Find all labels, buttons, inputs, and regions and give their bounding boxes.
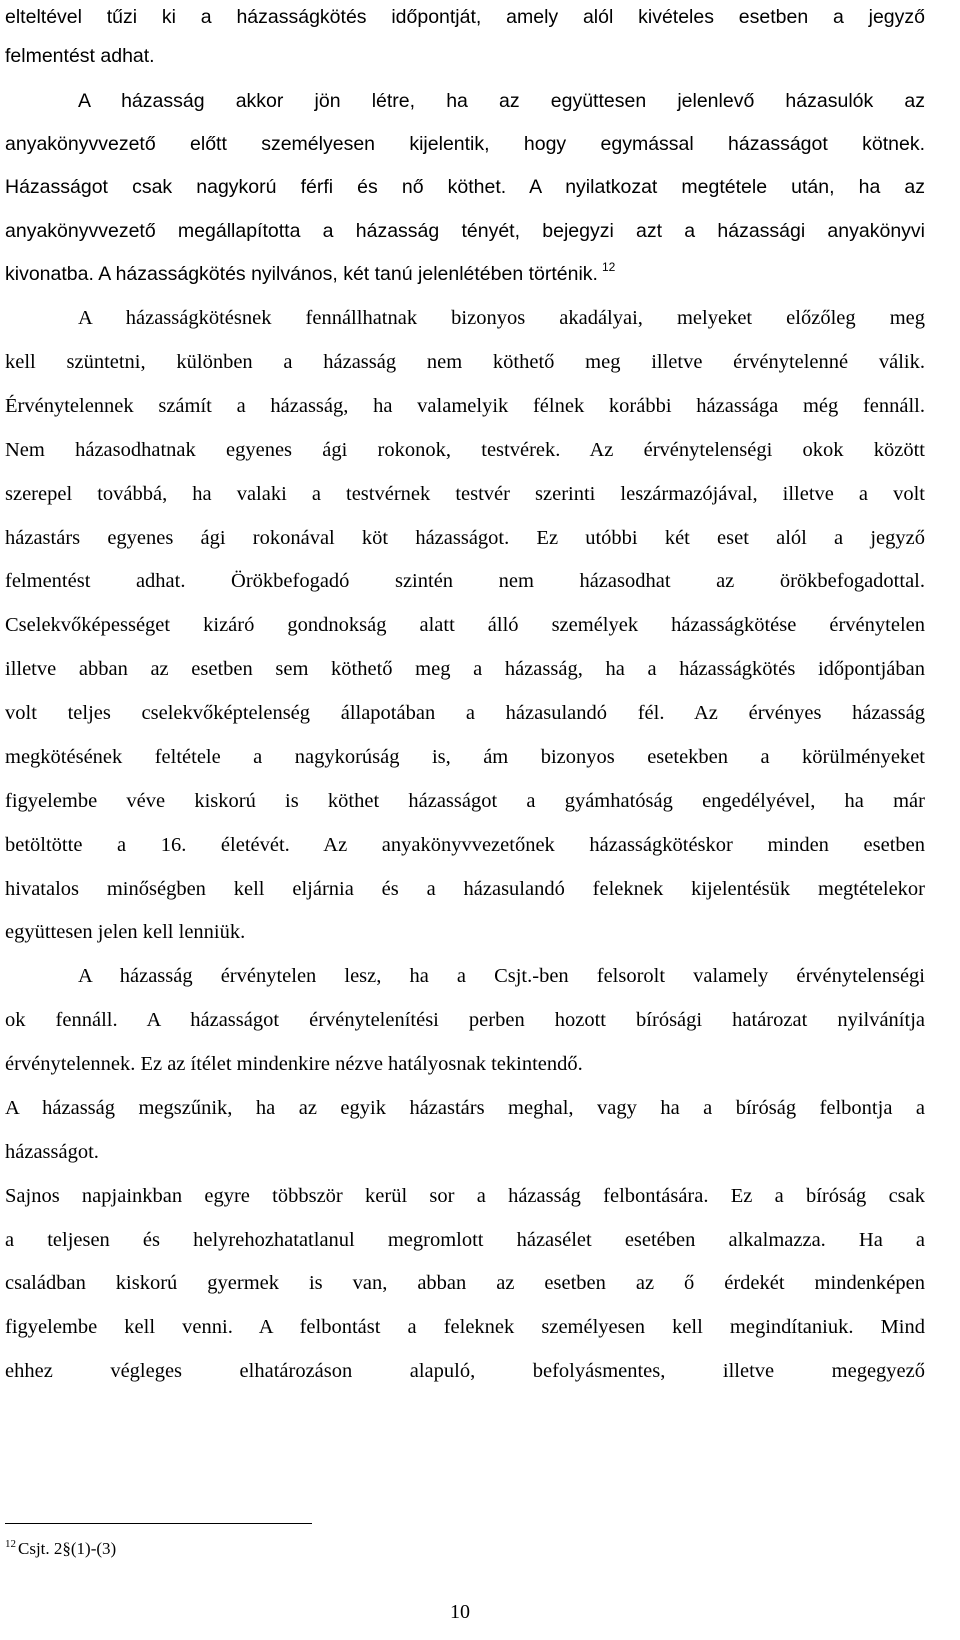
text-line-content: kivonatba. A házasságkötés nyilvános, két tanú jelenlétében történik. <box>5 263 598 285</box>
text-line: házasságot. <box>5 1141 99 1163</box>
text-line: elteltével tűzi ki a házasságkötés időpontját, amely alól kivételes esetben a jegyző <box>5 6 925 28</box>
text-line: ok fennáll. A házasságot érvénytelenítési perben hozott bírósági határozat nyilvánítja <box>5 1009 925 1031</box>
text-line: Házasságot csak nagykorú férfi és nő köthet. A nyilatkozat megtétele után, ha az <box>5 176 925 198</box>
text-line: felmentést adhat. Örökbefogadó szintén nem házasodhat az örökbefogadottal. <box>5 570 925 592</box>
text-line: érvénytelennek. Ez az ítélet mindenkire nézve hatályosnak tekintendő. <box>5 1053 583 1075</box>
text-line: volt teljes cselekvőképtelenség állapotában a házasulandó fél. Az érvényes házasság <box>5 702 925 724</box>
text-line: hivatalos minőségben kell eljárnia és a házasulandó feleknek kijelentésük megtételekor <box>5 878 925 900</box>
text-line: házastárs egyenes ági rokonával köt házasságot. Ez utóbbi két eset alól a jegyző <box>5 527 925 549</box>
text-line: figyelembe véve kiskorú is köthet házasságot a gyámhatóság engedélyével, ha már <box>5 790 925 812</box>
text-line: szerepel továbbá, ha valaki a testvérnek testvér szerinti leszármazójával, illetve a volt <box>5 483 925 505</box>
footnote-number: 12 <box>5 1538 16 1550</box>
text-line: felmentést adhat. <box>5 45 155 67</box>
text-line: A házasságkötésnek fennállhatnak bizonyos akadályai, melyeket előzőleg meg <box>78 307 925 329</box>
text-line: anyakönyvvezető megállapította a házasság tényét, bejegyzi azt a házassági anyakönyvi <box>5 220 925 242</box>
text-line: Érvénytelennek számít a házasság, ha valamelyik félnek korábbi házassága még fennáll. <box>5 395 925 417</box>
text-line: A házasság megszűnik, ha az egyik házastárs meghal, vagy ha a bíróság felbontja a <box>5 1097 925 1119</box>
text-line: a teljesen és helyrehozhatatlanul megromlott házasélet esetében alkalmazza. Ha a <box>5 1229 925 1251</box>
footnote <box>5 1536 116 1562</box>
text-line: ehhez végleges elhatározáson alapuló, befolyásmentes, illetve megegyező <box>5 1360 925 1382</box>
text-line: A házasság érvénytelen lesz, ha a Csjt.-ben felsorolt valamely érvénytelenségi <box>78 965 925 987</box>
page-number: 10 <box>450 1601 470 1623</box>
text-line: Sajnos napjainkban egyre többször kerül sor a házasság felbontására. Ez a bíróság csak <box>5 1185 925 1207</box>
text-line: figyelembe kell venni. A felbontást a feleknek személyesen kell megindítaniuk. Mind <box>5 1316 925 1338</box>
footnote-text: Csjt. 2§(1)-(3) <box>18 1539 117 1558</box>
text-line: megkötésének feltétele a nagykorúság is, ám bizonyos esetekben a körülményeket <box>5 746 925 768</box>
footnote-separator <box>5 1523 312 1524</box>
text-line: kell szüntetni, különben a házasság nem köthető meg illetve érvénytelenné válik. <box>5 351 925 373</box>
text-line: együttesen jelen kell lenniük. <box>5 921 246 943</box>
text-line: betöltötte a 16. életévét. Az anyakönyvvezetőnek házasságkötéskor minden esetben <box>5 834 925 856</box>
text-line: anyakönyvvezető előtt személyesen kijelentik, hogy egymással házasságot kötnek. <box>5 133 925 155</box>
text-line <box>5 257 925 291</box>
text-line: A házasság akkor jön létre, ha az együttesen jelenlevő házasulók az <box>78 90 925 112</box>
footnote-reference: 12 <box>601 260 616 274</box>
text-line: Nem házasodhatnak egyenes ági rokonok, testvérek. Az érvénytelenségi okok között <box>5 439 925 461</box>
text-line: családban kiskorú gyermek is van, abban az esetben az ő érdekét mindenképen <box>5 1272 925 1294</box>
text-line: Cselekvőképességet kizáró gondnokság alatt álló személyek házasságkötése érvénytelen <box>5 614 925 636</box>
text-line: illetve abban az esetben sem köthető meg a házasság, ha a házasságkötés időpontjában <box>5 658 925 680</box>
